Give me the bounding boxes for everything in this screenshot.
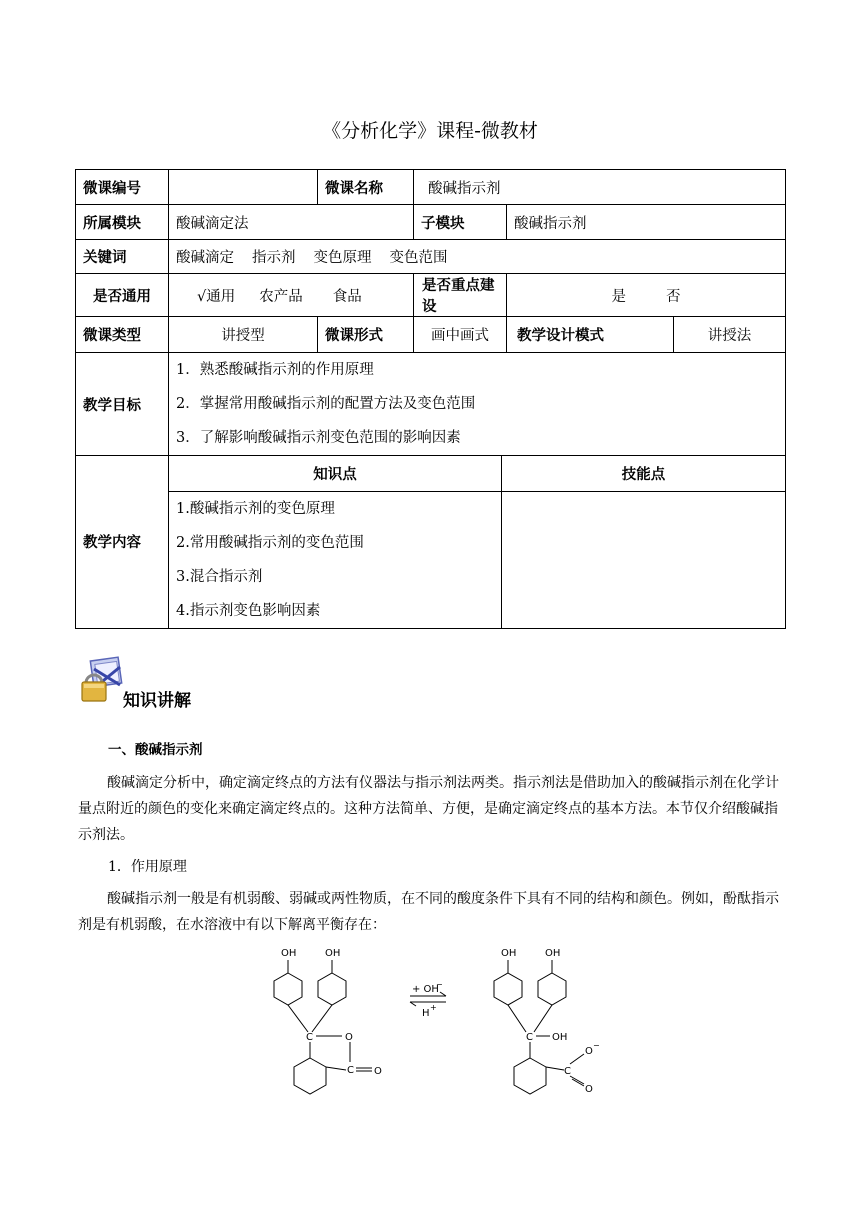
option-no: 否: [666, 288, 681, 305]
key-options: [507, 274, 786, 317]
chem-label: OH: [325, 948, 341, 959]
label-design: 教学设计模式: [507, 317, 674, 353]
option-food: 食品: [332, 288, 362, 305]
arrow-label-bottom-sup: +: [430, 1003, 437, 1012]
label-course-id: 微课编号: [76, 170, 169, 205]
arrow-label-top: + OH: [412, 984, 439, 995]
value-submodule: 酸碱指示剂: [507, 205, 786, 240]
label-general: 是否通用: [76, 274, 169, 317]
goal-item: 2．掌握常用酸碱指示剂的配置方法及变色范围: [176, 396, 476, 412]
option-yes: 是: [611, 288, 627, 305]
arrow-label-top-sup: −: [436, 980, 443, 989]
goal-item: 3．了解影响酸碱指示剂变色范围的影响因素: [176, 430, 461, 446]
value-course-name: 酸碱指示剂: [414, 170, 786, 205]
skill-list: [502, 491, 786, 628]
label-module: 所属模块: [76, 205, 169, 240]
value-course-id: [169, 170, 318, 205]
chem-label: C: [347, 1065, 354, 1076]
value-type: 讲授型: [169, 317, 318, 353]
content-cell: [169, 456, 786, 629]
chem-label: OH: [281, 948, 297, 959]
label-type: 微课类型: [76, 317, 169, 353]
goals-list: [169, 353, 786, 456]
chem-label: C: [306, 1032, 313, 1043]
label-course-name: 微课名称: [318, 170, 414, 205]
content-inner-table: [169, 456, 785, 628]
chem-label: C: [564, 1066, 571, 1077]
value-module: 酸碱滴定法: [169, 205, 414, 240]
value-form: 画中画式: [414, 317, 507, 353]
course-info-table: [75, 169, 786, 629]
label-form: 微课形式: [318, 317, 414, 353]
subheading: 1．作用原理: [108, 859, 187, 875]
chem-label: O: [585, 1046, 593, 1057]
section-title: 知识讲解: [123, 691, 191, 711]
phenolphthalein-equilibrium-diagram: [250, 940, 620, 1110]
knowledge-item: 3.混合指示剂: [176, 568, 263, 585]
chem-label: O: [374, 1066, 382, 1077]
label-keywords: 关键词: [76, 240, 169, 274]
knowledge-header: 知识点: [169, 456, 502, 491]
chem-label: OH: [545, 948, 561, 959]
keyword: 指示剂: [252, 250, 296, 266]
chem-label: O: [345, 1032, 353, 1043]
option-general: √通用: [197, 288, 236, 305]
heading-indicator: 一、酸碱指示剂: [108, 742, 203, 758]
page-title: 《分析化学》课程-微教材: [322, 120, 538, 142]
keywords-cell: [169, 240, 786, 274]
value-design: 讲授法: [674, 317, 786, 353]
label-key-build: 是否重点建设: [414, 274, 507, 317]
chem-label: C: [526, 1032, 533, 1043]
keyword: 酸碱滴定: [176, 250, 234, 266]
knowledge-item: 4.指示剂变色影响因素: [176, 602, 321, 619]
knowledge-item: 2.常用酸碱指示剂的变色范围: [176, 534, 364, 551]
keyword: 变色原理: [313, 250, 372, 266]
general-options: [169, 274, 414, 317]
option-agri: 农产品: [259, 288, 303, 305]
lock-book-icon: [80, 655, 126, 707]
chem-label: O: [585, 1084, 593, 1095]
knowledge-item: 1.酸碱指示剂的变色原理: [176, 500, 335, 517]
knowledge-list: [169, 491, 502, 628]
chem-label-sup: −: [593, 1041, 600, 1050]
goal-item: 1．熟悉酸碱指示剂的作用原理: [176, 362, 374, 378]
chem-label: OH: [552, 1032, 568, 1043]
skill-header: 技能点: [502, 456, 786, 491]
arrow-label-bottom: H: [422, 1008, 430, 1019]
chem-label: OH: [501, 948, 517, 959]
paragraph: 酸碱滴定分析中，确定滴定终点的方法有仪器法与指示剂法两类。指示剂法是借助加入的酸碱指示剂在化学计量点附近的颜色的变化来确定滴定终点的。这种方法简单、方便，是确定滴定终点的基本方法。本节仅介绍酸碱指示剂法。: [78, 775, 779, 843]
paragraph: 酸碱指示剂一般是有机弱酸、弱碱或两性物质，在不同的酸度条件下具有不同的结构和颜色。例如，酚酞指示剂是有机弱酸，在水溶液中有以下解离平衡存在：: [78, 891, 779, 933]
label-submodule: 子模块: [414, 205, 507, 240]
label-content: 教学内容: [76, 456, 169, 629]
keyword: 变色范围: [389, 250, 448, 266]
label-goals: 教学目标: [76, 353, 169, 456]
